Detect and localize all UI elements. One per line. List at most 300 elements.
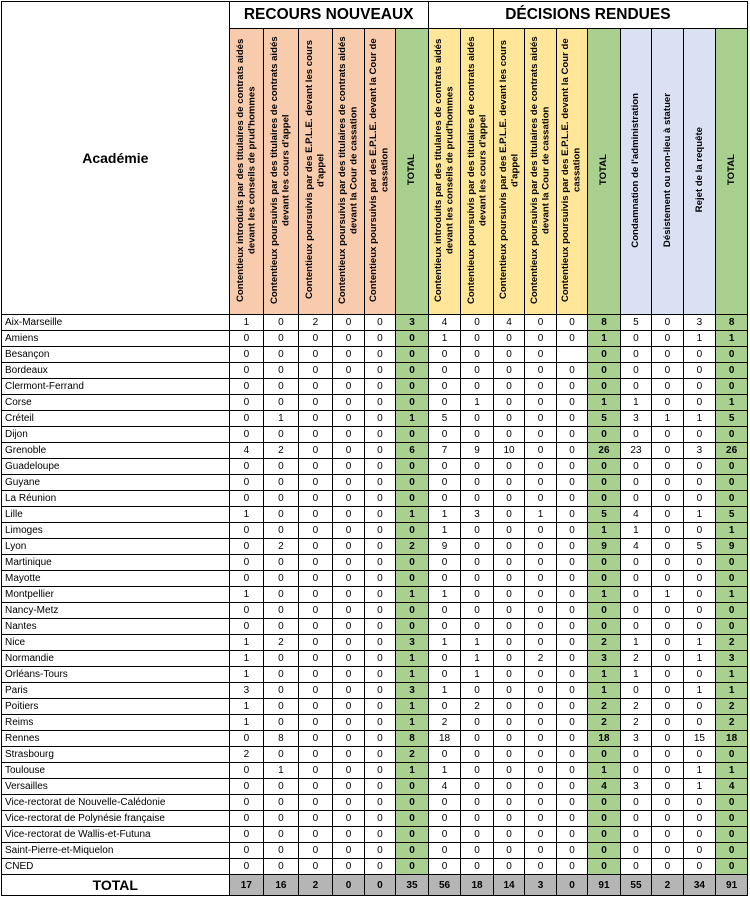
value-cell: 0	[428, 859, 461, 875]
value-cell: 0	[525, 635, 556, 651]
value-cell: 0	[652, 459, 683, 475]
value-cell: 0	[298, 811, 333, 827]
value-cell: 0	[556, 859, 587, 875]
col-header-label: Contentieux poursuivis par des E.P.L.E. devant la Cour de cassation	[368, 38, 391, 302]
col-header-outcome-3	[683, 29, 716, 315]
value-cell: 0	[683, 603, 716, 619]
table-container	[1, 1, 749, 903]
total-row	[2, 875, 748, 896]
value-cell: 0	[333, 843, 364, 859]
academie-name: Rennes	[2, 731, 230, 747]
value-cell: 0	[620, 363, 651, 379]
value-cell: 0	[493, 331, 524, 347]
total-cell: 2	[396, 747, 429, 763]
value-cell: 0	[298, 635, 333, 651]
value-cell: 0	[264, 747, 299, 763]
value-cell: 0	[333, 795, 364, 811]
total-cell: 0	[396, 827, 429, 843]
value-cell: 0	[461, 683, 494, 699]
group-header-recours: RECOURS NOUVEAUX	[229, 2, 428, 29]
academie-name: Bordeaux	[2, 363, 230, 379]
value-cell: 1	[229, 699, 264, 715]
total-cell: 0	[396, 779, 429, 795]
value-cell: 0	[428, 491, 461, 507]
total-cell: 6	[396, 443, 429, 459]
value-cell: 0	[620, 587, 651, 603]
value-cell: 0	[229, 571, 264, 587]
value-cell: 0	[620, 827, 651, 843]
value-cell: 0	[333, 555, 364, 571]
value-cell: 0	[683, 587, 716, 603]
total-cell: 8	[588, 315, 621, 331]
value-cell: 0	[264, 427, 299, 443]
value-cell: 0	[493, 379, 524, 395]
value-cell: 0	[525, 763, 556, 779]
value-cell: 0	[428, 843, 461, 859]
academie-name: Strasbourg	[2, 747, 230, 763]
academie-name: Grenoble	[2, 443, 230, 459]
value-cell: 0	[461, 763, 494, 779]
total-cell: 2	[716, 635, 748, 651]
value-cell: 0	[264, 395, 299, 411]
table-row	[2, 763, 748, 779]
value-cell: 1	[683, 779, 716, 795]
total-cell: 0	[588, 475, 621, 491]
value-cell: 0	[652, 603, 683, 619]
value-cell: 0	[298, 395, 333, 411]
academie-name: Créteil	[2, 411, 230, 427]
value-cell: 0	[556, 635, 587, 651]
value-cell: 1	[461, 667, 494, 683]
academie-name: Nice	[2, 635, 230, 651]
value-cell: 1	[620, 523, 651, 539]
value-cell: 0	[428, 459, 461, 475]
value-cell: 5	[428, 411, 461, 427]
value-cell: 0	[525, 491, 556, 507]
value-cell: 0	[525, 795, 556, 811]
value-cell: 0	[683, 459, 716, 475]
value-cell: 0	[333, 603, 364, 619]
value-cell: 0	[461, 411, 494, 427]
value-cell: 0	[556, 491, 587, 507]
value-cell: 0	[652, 731, 683, 747]
value-cell: 0	[364, 603, 395, 619]
table-row	[2, 779, 748, 795]
total-label: TOTAL	[2, 875, 230, 896]
value-cell: 2	[525, 651, 556, 667]
value-cell: 0	[461, 539, 494, 555]
academie-name: Poitiers	[2, 699, 230, 715]
value-cell: 0	[264, 699, 299, 715]
value-cell: 0	[652, 363, 683, 379]
value-cell: 0	[493, 843, 524, 859]
total-cell: 8	[396, 731, 429, 747]
value-cell: 0	[428, 555, 461, 571]
value-cell: 0	[493, 619, 524, 635]
value-cell: 0	[333, 635, 364, 651]
value-cell: 1	[264, 411, 299, 427]
value-cell: 0	[620, 619, 651, 635]
value-cell: 0	[461, 315, 494, 331]
value-cell: 0	[229, 459, 264, 475]
value-cell: 0	[683, 859, 716, 875]
value-cell: 0	[620, 683, 651, 699]
value-cell: 0	[556, 651, 587, 667]
total-cell: 2	[588, 715, 621, 731]
col-header-rn-3	[298, 29, 333, 315]
value-cell: 0	[298, 603, 333, 619]
value-cell: 0	[298, 683, 333, 699]
table-row	[2, 859, 748, 875]
value-cell: 1	[683, 683, 716, 699]
value-cell: 0	[556, 523, 587, 539]
value-cell: 0	[333, 763, 364, 779]
value-cell: 0	[556, 763, 587, 779]
value-cell	[556, 347, 587, 363]
total-cell: 0	[396, 347, 429, 363]
value-cell: 0	[556, 603, 587, 619]
value-cell: 0	[364, 619, 395, 635]
total-cell: 2	[396, 539, 429, 555]
total-cell: 1	[716, 331, 748, 347]
value-cell: 0	[264, 827, 299, 843]
total-cell: 0	[396, 491, 429, 507]
value-cell: 0	[683, 843, 716, 859]
table-row	[2, 331, 748, 347]
value-cell: 4	[428, 315, 461, 331]
value-cell: 0	[652, 843, 683, 859]
value-cell: 1	[683, 507, 716, 523]
value-cell: 0	[461, 491, 494, 507]
value-cell: 0	[556, 571, 587, 587]
total-cell: 0	[716, 811, 748, 827]
table-row	[2, 603, 748, 619]
value-cell: 0	[229, 859, 264, 875]
value-cell: 0	[364, 347, 395, 363]
value-cell: 0	[525, 603, 556, 619]
total-cell: 1	[396, 507, 429, 523]
value-cell: 4	[493, 315, 524, 331]
col-header-rn-5	[364, 29, 395, 315]
value-cell: 0	[683, 619, 716, 635]
value-cell: 0	[652, 523, 683, 539]
value-cell: 0	[652, 619, 683, 635]
total-cell: 0	[396, 795, 429, 811]
value-cell: 0	[493, 651, 524, 667]
value-cell: 0	[556, 443, 587, 459]
academie-name: Paris	[2, 683, 230, 699]
total-cell: 0	[588, 571, 621, 587]
value-cell: 0	[525, 779, 556, 795]
value-cell: 0	[428, 619, 461, 635]
total-cell: 2	[716, 699, 748, 715]
col-header-label: Contentieux poursuivis par des titulaires de contrats aidés devant les cours d'appel	[465, 36, 489, 304]
value-cell: 1	[229, 315, 264, 331]
value-cell: 0	[229, 331, 264, 347]
group-header-decisions: DÉCISIONS RENDUES	[428, 2, 747, 29]
value-cell: 0	[333, 347, 364, 363]
total-cell: 0	[588, 555, 621, 571]
value-cell: 0	[298, 443, 333, 459]
value-cell: 0	[525, 395, 556, 411]
value-cell: 0	[333, 811, 364, 827]
value-cell: 0	[525, 619, 556, 635]
col-header-dr-1	[428, 29, 461, 315]
value-cell: 0	[461, 555, 494, 571]
value-cell: 0	[461, 811, 494, 827]
value-cell: 0	[556, 827, 587, 843]
value-cell: 1	[229, 667, 264, 683]
table-row	[2, 395, 748, 411]
value-cell: 1	[428, 763, 461, 779]
value-cell: 1	[683, 331, 716, 347]
value-cell: 0	[620, 491, 651, 507]
total-cell: 2	[588, 699, 621, 715]
value-cell: 0	[428, 651, 461, 667]
col-header-rn-4	[333, 29, 364, 315]
table-row	[2, 539, 748, 555]
academie-name: Vice-rectorat de Polynésie française	[2, 811, 230, 827]
col-header-rn-1	[229, 29, 264, 315]
value-cell: 2	[620, 699, 651, 715]
value-cell: 0	[525, 683, 556, 699]
value-cell: 0	[364, 427, 395, 443]
value-cell: 1	[683, 411, 716, 427]
value-cell: 8	[264, 731, 299, 747]
value-cell: 0	[298, 363, 333, 379]
value-cell: 0	[620, 331, 651, 347]
col-header-label: Contentieux poursuivis par des E.P.L.E. devant les cours d'appel	[497, 40, 520, 300]
col-header-outcome-2	[652, 29, 683, 315]
total-cell: 1	[396, 411, 429, 427]
value-cell: 0	[556, 843, 587, 859]
value-cell: 0	[298, 411, 333, 427]
value-cell: 0	[333, 491, 364, 507]
value-cell: 0	[364, 523, 395, 539]
total-cell: 0	[588, 859, 621, 875]
value-cell: 0	[683, 363, 716, 379]
value-cell: 0	[333, 475, 364, 491]
value-cell: 0	[493, 459, 524, 475]
value-cell: 0	[620, 763, 651, 779]
value-cell: 0	[428, 347, 461, 363]
value-cell: 0	[556, 475, 587, 491]
value-cell: 0	[652, 859, 683, 875]
value-cell: 0	[461, 859, 494, 875]
value-cell: 0	[364, 859, 395, 875]
value-cell: 0	[525, 571, 556, 587]
academie-header: Académie	[2, 2, 230, 315]
value-cell: 0	[620, 555, 651, 571]
value-cell: 0	[298, 795, 333, 811]
value-cell: 0	[264, 459, 299, 475]
value-cell: 0	[333, 507, 364, 523]
value-cell: 0	[525, 475, 556, 491]
value-cell: 0	[493, 411, 524, 427]
value-cell: 0	[683, 555, 716, 571]
value-cell: 0	[229, 427, 264, 443]
col-header-label: TOTAL	[725, 154, 737, 186]
value-cell: 0	[683, 379, 716, 395]
table-row	[2, 315, 748, 331]
academie-name: Guyane	[2, 475, 230, 491]
value-cell: 0	[264, 379, 299, 395]
total-cell: 0	[396, 523, 429, 539]
value-cell: 0	[683, 699, 716, 715]
value-cell: 3	[620, 779, 651, 795]
value-cell: 0	[461, 459, 494, 475]
value-cell: 0	[525, 587, 556, 603]
total-cell: 3	[588, 651, 621, 667]
total-cell: 26	[716, 443, 748, 459]
value-cell: 0	[620, 459, 651, 475]
total-cell: 5	[588, 507, 621, 523]
value-cell: 0	[683, 347, 716, 363]
total-cell: 1	[396, 587, 429, 603]
col-header-rn-total	[396, 29, 429, 315]
academie-name: Nantes	[2, 619, 230, 635]
value-cell: 0	[264, 491, 299, 507]
academie-name: La Réunion	[2, 491, 230, 507]
value-cell: 0	[264, 363, 299, 379]
value-cell: 0	[364, 395, 395, 411]
total-cell: 1	[588, 667, 621, 683]
value-cell: 0	[556, 699, 587, 715]
value-cell: 0	[652, 683, 683, 699]
col-header-label: TOTAL	[598, 154, 610, 186]
academie-name: Reims	[2, 715, 230, 731]
value-cell: 0	[428, 603, 461, 619]
value-cell: 0	[264, 571, 299, 587]
value-cell: 0	[229, 363, 264, 379]
academie-name: Lille	[2, 507, 230, 523]
total-value-cell: 0	[556, 875, 587, 896]
col-header-label: Contentieux poursuivis par des titulaires de contrats aidés devant la Cour de cassation	[528, 36, 552, 304]
total-cell: 0	[588, 795, 621, 811]
value-cell: 0	[461, 427, 494, 443]
total-cell: 0	[716, 347, 748, 363]
value-cell: 0	[493, 779, 524, 795]
col-header-label: Contentieux poursuivis par des E.P.L.E. devant les cours d'appel	[303, 40, 327, 300]
value-cell: 0	[298, 539, 333, 555]
value-cell: 0	[493, 763, 524, 779]
total-cell: 3	[716, 651, 748, 667]
total-cell: 0	[396, 619, 429, 635]
total-cell: 0	[716, 827, 748, 843]
col-header-dr-3	[493, 29, 524, 315]
value-cell: 0	[652, 379, 683, 395]
value-cell: 0	[364, 779, 395, 795]
value-cell: 0	[652, 747, 683, 763]
value-cell: 4	[620, 539, 651, 555]
value-cell: 0	[364, 827, 395, 843]
value-cell: 0	[683, 571, 716, 587]
value-cell: 0	[652, 507, 683, 523]
total-cell: 1	[588, 395, 621, 411]
value-cell: 0	[364, 795, 395, 811]
value-cell: 1	[428, 331, 461, 347]
value-cell: 0	[525, 811, 556, 827]
value-cell: 1	[461, 651, 494, 667]
value-cell: 0	[556, 379, 587, 395]
value-cell: 0	[493, 395, 524, 411]
total-cell: 3	[396, 683, 429, 699]
value-cell: 0	[364, 315, 395, 331]
total-value-cell: 56	[428, 875, 461, 896]
academie-name: Limoges	[2, 523, 230, 539]
value-cell: 0	[652, 827, 683, 843]
table-row	[2, 443, 748, 459]
value-cell: 0	[364, 635, 395, 651]
value-cell: 0	[364, 667, 395, 683]
value-cell: 1	[525, 507, 556, 523]
total-cell: 3	[396, 315, 429, 331]
total-value-cell: 35	[396, 875, 429, 896]
value-cell: 0	[298, 651, 333, 667]
value-cell: 0	[461, 523, 494, 539]
value-cell: 0	[652, 491, 683, 507]
value-cell: 0	[264, 475, 299, 491]
value-cell: 1	[620, 635, 651, 651]
value-cell: 1	[620, 395, 651, 411]
total-cell: 2	[588, 635, 621, 651]
value-cell: 1	[428, 587, 461, 603]
total-cell: 0	[716, 379, 748, 395]
value-cell: 2	[264, 635, 299, 651]
total-cell: 0	[588, 827, 621, 843]
total-value-cell: 55	[620, 875, 651, 896]
academie-name: Aix-Marseille	[2, 315, 230, 331]
value-cell: 0	[298, 667, 333, 683]
value-cell: 0	[364, 811, 395, 827]
total-cell: 0	[588, 843, 621, 859]
table-row	[2, 683, 748, 699]
value-cell: 0	[652, 427, 683, 443]
total-cell: 0	[716, 475, 748, 491]
value-cell: 0	[333, 779, 364, 795]
value-cell: 0	[652, 763, 683, 779]
value-cell: 0	[461, 379, 494, 395]
value-cell: 0	[620, 427, 651, 443]
value-cell: 0	[461, 619, 494, 635]
value-cell: 0	[525, 427, 556, 443]
value-cell: 0	[333, 523, 364, 539]
value-cell: 0	[264, 603, 299, 619]
total-cell: 0	[716, 555, 748, 571]
value-cell: 0	[620, 811, 651, 827]
col-header-label: Condamnation de l'administration	[630, 92, 642, 248]
value-cell: 18	[428, 731, 461, 747]
value-cell: 0	[683, 491, 716, 507]
table-row	[2, 811, 748, 827]
total-cell: 5	[588, 411, 621, 427]
value-cell: 0	[333, 443, 364, 459]
academie-name: Montpellier	[2, 587, 230, 603]
value-cell: 2	[620, 715, 651, 731]
value-cell: 0	[264, 507, 299, 523]
value-cell: 0	[298, 843, 333, 859]
value-cell: 0	[652, 347, 683, 363]
total-cell: 0	[588, 811, 621, 827]
table-row	[2, 523, 748, 539]
value-cell: 0	[364, 411, 395, 427]
col-header-label: TOTAL	[406, 154, 418, 186]
value-cell: 2	[229, 747, 264, 763]
value-cell: 0	[493, 827, 524, 843]
total-value-cell: 2	[298, 875, 333, 896]
value-cell: 0	[556, 427, 587, 443]
value-cell: 0	[264, 795, 299, 811]
